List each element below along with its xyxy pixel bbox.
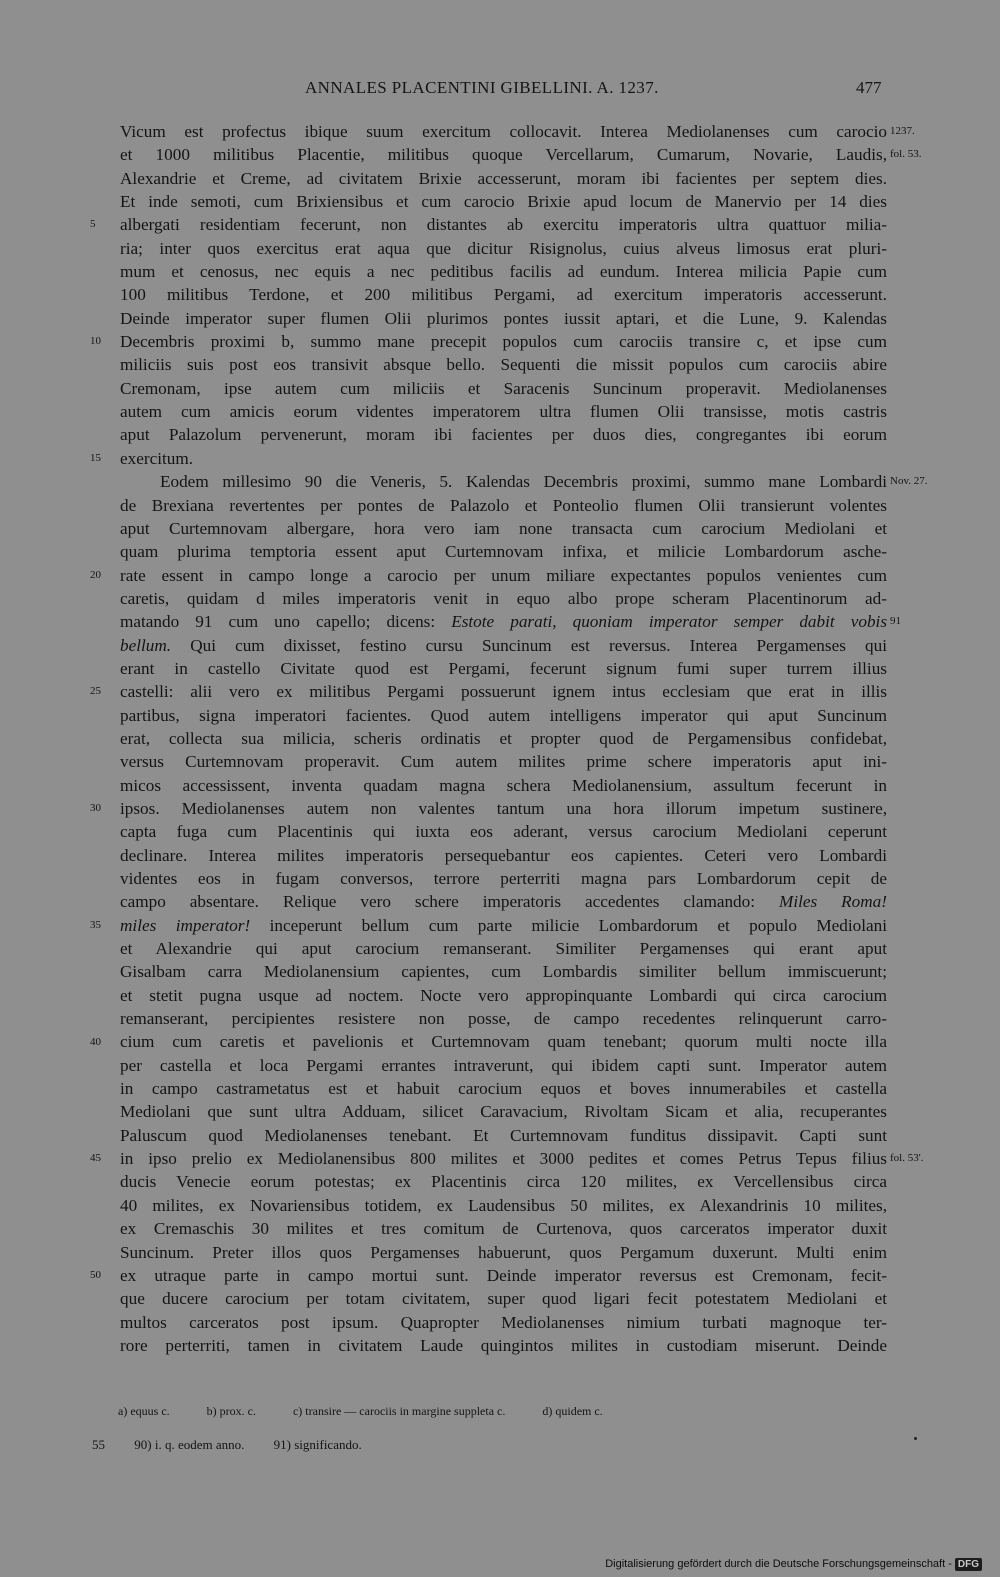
- text-line: Alexandrie et Creme, ad civitatem Brixie accesserunt, moram ibi facientes per septem dies.: [120, 168, 887, 188]
- text-line: erat, collecta sua milicia, scheris ordinatis et propter quod de Pergamensibus confidebat,: [120, 728, 887, 748]
- text-line: capta fuga cum Placentinis qui iuxta eos aderant, versus carocium Mediolani ceperunt: [120, 822, 887, 842]
- margin-note: Nov. 27.: [890, 475, 928, 488]
- footnote: 91) significando.: [273, 1437, 362, 1452]
- text-line: miles imperator! inceperunt bellum cum parte milicie Lombardorum et populo Mediolani: [120, 915, 887, 935]
- text-line: castelli: alii vero ex militibus Pergami possuerunt ignem intus ecclesiam que erat in illis: [120, 682, 887, 702]
- text-line: Gisalbam carra Mediolanensium capientes, cum Lombardis similiter bellum immiscuerunt;: [120, 962, 887, 982]
- text-line: partibus, signa imperatori facientes. Quod autem intelligens imperator qui aput Suncinum: [120, 705, 887, 725]
- line-number: 40: [90, 1035, 101, 1048]
- text-line: ducis Venecie eorum potestas; ex Placentinis circa 120 milites, ex Vercellensibus circa: [120, 1172, 887, 1192]
- text-line: Suncinum. Preter illos quos Pergamenses habuerunt, quos Pergamum duxerunt. Multi enim: [120, 1242, 887, 1262]
- text-line: Vicum est profectus ibique suum exercitum collocavit. Interea Mediolanenses cum carocio: [120, 122, 887, 141]
- text-line: videntes eos in fugam conversos, terrore perterriti magna pars Lombardorum cepit de: [120, 869, 887, 888]
- text-line: micos accessissent, inventa quadam magna schera Mediolanensium, assultum fecerunt in: [120, 775, 887, 795]
- text-line: Cremonam, ipse autem cum miliciis et Saracenis Suncinum properavit. Mediolanenses: [120, 378, 887, 398]
- line-number: 30: [90, 802, 101, 815]
- explanatory-footnotes: [92, 1437, 388, 1453]
- text-line: in ipso prelio ex Mediolanensibus 800 milites et 3000 pedites et comes Petrus Tepus filius: [120, 1149, 887, 1169]
- text-line: autem cum amicis eorum videntes imperatorem ultra flumen Olii transisse, motis castris: [120, 402, 887, 422]
- text-line: et 1000 militibus Placentie, militibus quoque Vercellarum, Cumarum, Novarie, Laudis,: [120, 145, 887, 165]
- text-line: bellum. Qui cum dixisset, festino cursu Suncinum est reversus. Interea Pergamenses qui: [120, 635, 887, 655]
- text-line: Eodem millesimo 90 die Veneris, 5. Kalendas Decembris proximi, summo mane Lombardi: [160, 472, 887, 492]
- margin-note: fol. 53'.: [890, 1152, 924, 1165]
- line-number: 5: [90, 218, 96, 231]
- margin-note: 1237.: [890, 125, 915, 137]
- text-line: quam plurima temptoria essent aput Curtemnovam infixa, et milicie Lombardorum asche-: [120, 542, 887, 562]
- text-line: 100 militibus Terdone, et 200 militibus Pergami, ad exercitum imperatoris accesserunt.: [120, 285, 887, 305]
- footnote: c) transire — carociis in margine suppleta c.: [292, 1404, 506, 1418]
- text-line: et Alexandrie qui aput carocium remanserant. Similiter Pergamenses qui erant aput: [120, 939, 887, 959]
- text-line: in campo castrametatus est et habuit carocium equos et boves innumerabiles et castella: [120, 1079, 887, 1099]
- line-number: 35: [90, 918, 101, 931]
- text-line: Mediolani que sunt ultra Adduam, silicet Caravacium, Rivoltam Sicam et alia, recuperantes: [120, 1102, 887, 1122]
- footnote: b) prox. c.: [206, 1404, 256, 1418]
- line-number: 10: [90, 335, 101, 348]
- text-line: caretis, quidam d miles imperatoris venit in equo albo prope scheram Placentinorum ad-: [120, 588, 887, 608]
- text-line: campo absentare. Relique vero schere imperatoris accedentes clamando: Miles Roma!: [120, 892, 887, 912]
- text-line: declinare. Interea milites imperatoris persequebantur eos capientes. Ceteri vero Lombardi: [120, 845, 887, 865]
- dfg-logo: DFG: [955, 1558, 982, 1571]
- line-number: 45: [90, 1152, 101, 1165]
- text-line: ria; inter quos exercitus erat aqua que dicitur Risignolus, cuius alveus limosus erat pluri-: [120, 238, 887, 258]
- text-line: rate essent in campo longe a carocio per unum miliare expectantes populos venientes cum: [120, 565, 887, 585]
- line-number: 50: [90, 1269, 101, 1282]
- digitization-credit: [605, 1558, 982, 1571]
- text-line: miliciis suis post eos transivit absque bello. Sequenti die missit populos cum carociis abire: [120, 355, 887, 375]
- text-line: ex Cremaschis 30 milites et tres comitum de Curtenova, quos carceratos imperator duxit: [120, 1219, 887, 1239]
- line-number: 20: [90, 568, 101, 581]
- text-line: de Brexiana revertentes per pontes de Palazolo et Ponteolio flumen Olii transierunt volentes: [120, 495, 887, 515]
- text-line: 40 milites, ex Novariensibus totidem, ex Laudensibus 50 milites, ex Alexandrinis 10 milites,: [120, 1195, 887, 1215]
- footnote: a) equus c.: [118, 1404, 170, 1418]
- footnote: 90) i. q. eodem anno.: [134, 1437, 245, 1452]
- text-line: erant in castello Civitate quod est Pergami, fecerunt signum fumi super turrem illius: [120, 658, 887, 678]
- text-line: mum et cenosus, nec equis a nec peditibus facilis ad eundum. Interea milicia Papie cum: [120, 262, 887, 282]
- text-line: multos carceratos post ipsum. Quapropter Mediolanenses nimium turbati magnoque ter-: [120, 1312, 887, 1332]
- text-line: albergati residentiam fecerunt, non distantes ab exercitu imperatoris ultra quattuor milia-: [120, 215, 887, 235]
- text-line: et stetit pugna usque ad noctem. Nocte vero appropinquante Lombardi qui circa carocium: [120, 985, 887, 1005]
- text-line: Deinde imperator super flumen Olii plurimos pontes iussit aptari, et die Lune, 9. Kalendas: [120, 308, 887, 328]
- page-number: 477: [856, 78, 882, 97]
- text-line: ipsos. Mediolanenses autem non valentes tantum una hora illorum impetum sustinere,: [120, 798, 887, 818]
- text-line: matando 91 cum uno capello; dicens: Estote parati, quoniam imperator semper dabit vobis: [120, 612, 888, 632]
- text-line: Decembris proximi b, summo mane precepit populos cum carociis transire c, et ipse cum: [120, 332, 887, 352]
- text-line: aput Palazolum pervenerunt, moram ibi facientes per duos dies, congregantes ibi eorum: [120, 425, 887, 445]
- text-line: Et inde semoti, cum Brixiensibus et cum carocio Brixie apud locum de Manervio per 14 dies: [120, 192, 887, 212]
- line-number: 15: [90, 451, 101, 464]
- footnote: d) quidem c.: [542, 1404, 603, 1418]
- credit-text: Digitalisierung gefördert durch die Deutsche Forschungsgemeinschaft -: [605, 1558, 952, 1570]
- footnote-line-number: 55: [92, 1437, 105, 1452]
- main-text: [120, 120, 887, 1357]
- text-line: per castella et loca Pergami errantes intraverunt, qui ibidem capti sunt. Imperator autem: [120, 1055, 887, 1075]
- text-line: ex utraque parte in campo mortui sunt. Deinde imperator reversus est Cremonam, fecit-: [120, 1265, 887, 1285]
- text-line: remanserant, percipientes resistere non posse, de campo recedentes relinquerunt carro-: [120, 1009, 887, 1029]
- text-line: que ducere carocium per totam civitatem, super quod ligari fecit potestatem Mediolani et: [120, 1289, 887, 1309]
- text-line: aput Curtemnovam albergare, hora vero iam none transacta cum carocium Mediolani et: [120, 518, 887, 538]
- margin-note: fol. 53.: [890, 148, 922, 161]
- running-title: ANNALES PLACENTINI GIBELLINI. A. 1237.: [305, 78, 659, 97]
- margin-note: 91: [890, 615, 901, 628]
- text-line: versus Curtemnovam properavit. Cum autem milites prime schere imperatoris aput ini-: [120, 752, 887, 772]
- text-line: rore perterriti, tamen in civitatem Laude quingintos milites in custodiam miserunt. Deinde: [120, 1335, 887, 1355]
- text-line: exercitum.: [120, 448, 194, 468]
- line-number: 25: [90, 685, 101, 698]
- speck: [914, 1437, 917, 1440]
- page-header: [0, 78, 1000, 106]
- text-line: cium cum caretis et pavelionis et Curtemnovam quam tenebant; quorum multi nocte illa: [120, 1032, 887, 1052]
- text-line: Paluscum quod Mediolanenses tenebant. Et Curtemnovam funditus dissipavit. Capti sunt: [120, 1125, 887, 1145]
- critical-footnotes: [118, 1404, 898, 1419]
